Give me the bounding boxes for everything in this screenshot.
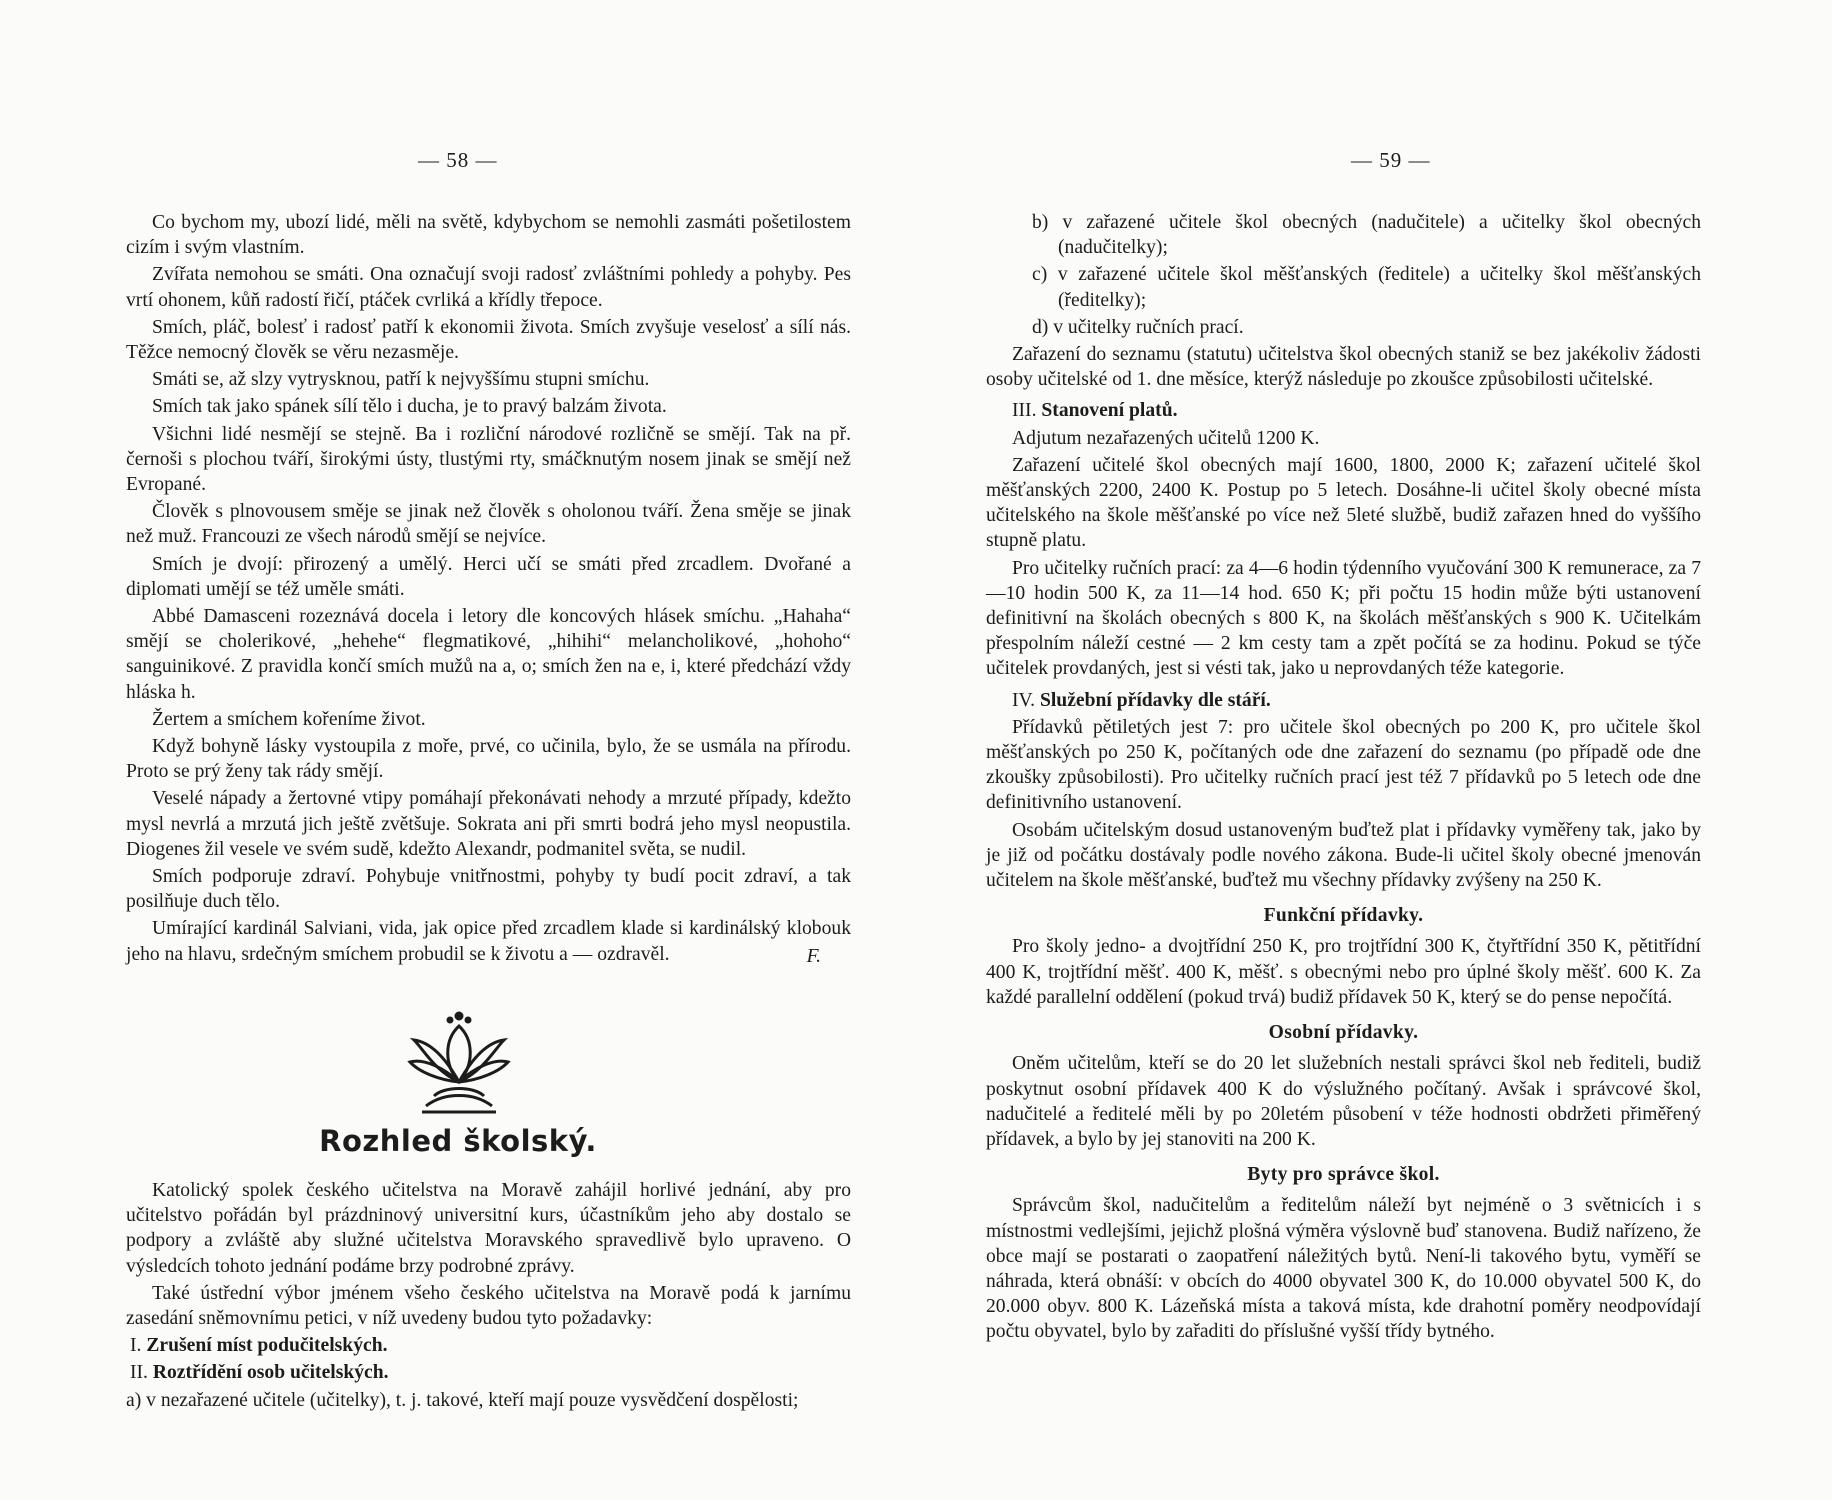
list-item: [126, 1360, 851, 1385]
paragraph: Abbé Damasceni rozeznává docela i letory dle koncových hlásek smíchu. „Hahaha“ smějí se cholerikové, „hehehe“ flegmatikové, „hihihi“ melancholikové, „hohoho“ sanguinikové. Z pravidla končí smích mužů na a, o; smích žen na e, i, které předchází vždy hláska h.: [126, 606, 851, 703]
subsection-heading: Byty pro správce škol.: [1247, 1164, 1440, 1186]
section-heading: [986, 398, 1701, 423]
heading-text: Stanovení platů.: [1041, 400, 1178, 422]
section-heading: [986, 688, 1701, 713]
page-number-right: — 59 —: [1351, 148, 1431, 172]
paragraph: Adjutum nezařazených učitelů 1200 K.: [1012, 427, 1320, 449]
paragraph: Žertem a smíchem kořeníme život.: [152, 708, 426, 730]
paragraph: Osobám učitelským dosud ustanoveným buďtež plat i přídavky vyměřeny tak, jako by je již od počátku dostávaly podle nového zákona. Bude-li učitel školy obecné jmenován učitelem na škole měšťanské, buďtež mu všechny přídavky zvýšeny na 250 K.: [986, 819, 1701, 892]
paragraph: Co bychom my, ubozí lidé, měli na světě, kdybychom se nemohli zasmáti pošetilostem cizím i svým vlastním.: [126, 212, 851, 259]
paragraph: Smích je dvojí: přirozený a umělý. Herci učí se smáti před zrcadlem. Dvořané a diplomati umějí se též uměle smáti.: [126, 553, 851, 600]
paragraph: Také ústřední výbor jménem všeho českého učitelstva na Moravě podá k jarnímu zasedání sněmovnímu petici, v níž uvedeny budou tyto požadavky:: [126, 1282, 851, 1330]
right-page: [916, 0, 1832, 1500]
subsection-heading: Funkční přídavky.: [1263, 905, 1424, 927]
paragraph: Veselé nápady a žertovné vtipy pomáhají překonávati nehody a mrzuté případy, kdežto mysl nevrlá a mrzutá jich ještě zvětšuje. Sokrata ani při smrti bodrá jeho mysl neopustila. Diogenes žil vesele ve svém sudě, kdežto Alexandr, podmanitel světa, se nudil.: [126, 788, 851, 860]
author-signature: F.: [806, 945, 821, 967]
page-number-left: — 58 —: [418, 148, 498, 172]
heading-text: Služební přídavky dle stáří.: [1039, 689, 1271, 711]
floral-ornament: [404, 1010, 514, 1118]
paragraph: Zařazení do seznamu (statutu) učitelstva škol obecných staniž se bez jakékoliv žádosti osoby učitelské od 1. dne měsíce, kterýž následuje po zkoušce způsobilosti učitelské.: [986, 344, 1701, 391]
paragraph: Pro učitelky ručních prací: za 4—6 hodin týdenního vyučování 300 K remunerace, za 7—10 hodin 500 K, za 11—14 hod. 650 K; při počtu 15 hodin může býti ustanovení definitivní na školách obecných s 800 K, na školách měšťanských s 900 K. Učitelkám přespolním náleží cestné — 2 km cesty tam a zpět počítá se za hodinu. Pokud se týče učitelek provdaných, jest si vésti tak, jako u neprovdaných téže kategorie.: [986, 557, 1701, 680]
paragraph: Umírající kardinál Salviani, vida, jak opice před zrcadlem klade si kardinálský klobouk jeho na hlavu, srdečným smíchem probudil se k životu a — ozdravěl.: [126, 918, 851, 965]
paragraph: Přídavků pětiletých jest 7: pro učitele škol obecných po 200 K, pro učitele škol měšťanských po 250 K, počítaných ode dne zařazení do seznamu (po případě ode dne zkoušky způsobilosti). Pro učitelky ručních prací jest též 7 přídavků po 5 letech ode dne definitivního ustanovení.: [986, 716, 1701, 814]
paragraph: Smích tak jako spánek sílí tělo i ducha, je to pravý balzám života.: [152, 396, 667, 418]
list-item: [126, 1333, 851, 1358]
sub-item: a) v nezařazené učitele (učitelky), t. j. takové, kteří mají pouze vysvědčení dospělosti;: [126, 1389, 799, 1411]
right-column: [986, 210, 1701, 1347]
sub-item: c) v zařazené učitele škol měšťanských (ředitele) a učitelky škol měšťanských (ředitelky);: [1032, 264, 1701, 311]
section-title: Rozhled školský.: [319, 1124, 597, 1158]
paragraph: Pro školy jedno- a dvojtřídní 250 K, pro trojtřídní 300 K, čtyřtřídní 350 K, pětitřídní 400 K, trojtřídní měšť. 400 K, měšť. s obecnými nebo pro úplné školy měšť. 600 K. Za každé parallelní oddělení (pokud trvá) budiž přídavek 50 K, který se do pense nepočítá.: [986, 936, 1701, 1008]
paragraph: Člověk s plnovousem směje se jinak než člověk s oholonou tváří. Žena směje se jinak než muž. Francouzi ze všech národů smějí se nejvíce.: [126, 501, 851, 548]
paragraph: Smáti se, až slzy vytrysknou, patří k nejvyššímu stupni smíchu.: [152, 369, 650, 391]
paragraph: Katolický spolek českého učitelstva na Moravě zahájil horlivé jednání, aby pro učitelstvo pořádán byl prázdninový universitní kurs, účastníkům jeho aby dostalo se podpory a zvláště aby služné učitelstva Moravského spravedlivě bylo upraveno. O výsledcích tohoto jednání podáme brzy podrobné zprávy.: [126, 1180, 851, 1277]
paragraph: Oněm učitelům, kteří se do 20 let služebních nestali správci škol neb řediteli, budiž poskytnut osobní přídavek 400 K do výslužného počítaný. Avšak i správcové škol, nadučitelé a ředitelé měli by po 20letém působení v téže hodnosti obdržeti přiměřený přídavek, a bylo by jej stanoviti na 200 K.: [986, 1053, 1701, 1150]
paragraph: Správcům škol, nadučitelům a ředitelům náleží byt nejméně o 3 světnicích i s místnostmi vedlejšími, jejichž plošná výměra výslovně buď stanovena. Budiž nařízeno, že obce mají se postarati o zaopatření náležitých bytů. Není-li takového bytu, vyměří se náhrada, která obnáší: v obcích do 4000 obyvatel 300 K, do 10.000 obyvatel 500 K, do 20.000 obyv. 800 K. Lázeňská místa a taková místa, kde drahotní poměry neodpovídají počtu obyvatel, bylo by zařaditi do příslušné vyšší třídy bytného.: [986, 1195, 1701, 1343]
paragraph: Smích, pláč, bolesť i radosť patří k ekonomii života. Smích zvyšuje veselosť a sílí nás. Těžce nemocný člověk se věru nezasměje.: [126, 316, 851, 364]
sub-item: b) v zařazené učitele škol obecných (nadučitele) a učitelky škol obecných (nadučitelky);: [1032, 212, 1701, 259]
paragraph: Smích podporuje zdraví. Pohybuje vnitřnostmi, pohyby ty budí pocit zdraví, a tak posilňuje duch tělo.: [126, 866, 851, 913]
paragraph: Všichni lidé nesmějí se stejně. Ba i rozliční národové rozličně se smějí. Tak na př. černoši s plochou tváří, širokými ústy, tlustými rty, smáčknutým nosem jinak se smějí než Evropané.: [126, 423, 851, 496]
school-news-column: [126, 1178, 851, 1415]
list-label: I.: [130, 1335, 142, 1357]
list-label: II.: [130, 1362, 148, 1384]
subsection-heading: Osobní přídavky.: [1268, 1022, 1419, 1044]
sub-item: d) v učitelky ručních prací.: [1032, 316, 1244, 338]
paragraph: Když bohyně lásky vystoupila z moře, prvé, co učinila, bylo, že se usmála na přírodu. Proto se prý ženy tak rády smějí.: [126, 736, 851, 783]
paragraph: Zařazení učitelé škol obecných mají 1600, 1800, 2000 K; zařazení učitelé škol měšťanských 2200, 2400 K. Postup po 5 letech. Dosáhne-li učitel školy obecné místa učitelského na škole měšťanské po více než 5leté službě, budiž zařazen hned do vyššího stupně platu.: [986, 454, 1701, 552]
list-text: Roztřídění osob učitelských.: [152, 1362, 389, 1384]
heading-label: III.: [1012, 400, 1037, 422]
list-text: Zrušení míst podučitelských.: [146, 1335, 388, 1357]
paragraph: Zvířata nemohou se smáti. Ona označují svoji radosť zvláštními pohledy a pohyby. Pes vrtí ohonem, kůň radostí řičí, ptáček cvrliká a křídly třepoce.: [126, 264, 851, 311]
essay-column: [126, 210, 851, 969]
heading-label: IV.: [1012, 689, 1036, 711]
